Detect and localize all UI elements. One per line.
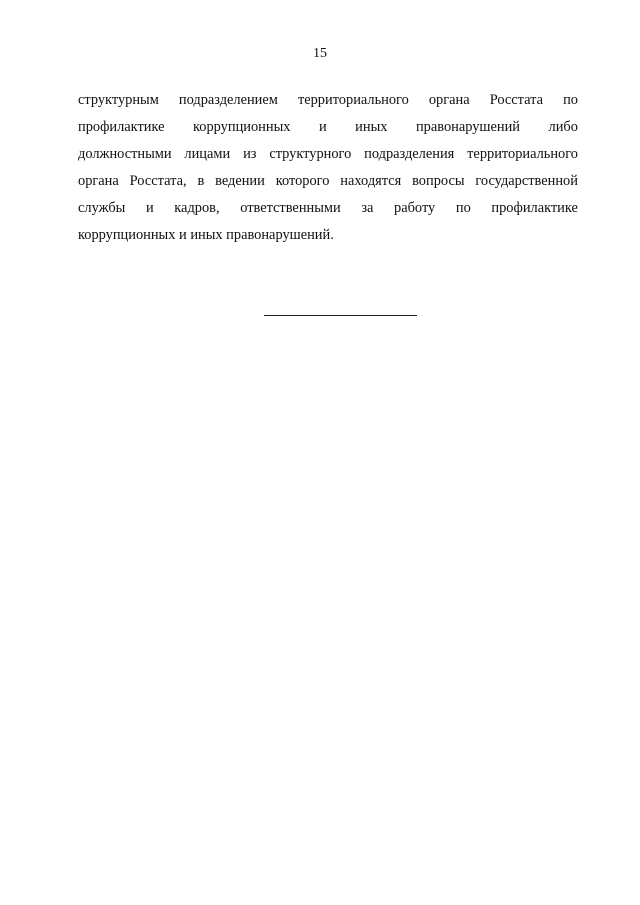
paragraph-line-2: [78, 114, 578, 141]
word: структурным: [78, 92, 159, 108]
paragraph-line-1: [78, 87, 578, 114]
word: территориального: [297, 92, 409, 108]
word: ответственными: [240, 200, 341, 216]
word: вопросы: [412, 173, 465, 189]
word: в: [197, 173, 205, 189]
word: лицами: [184, 146, 231, 162]
word: службы: [78, 200, 126, 216]
word: из: [243, 146, 257, 162]
page-number: 15: [313, 46, 327, 61]
word: Росстата: [489, 92, 544, 108]
word: по: [455, 200, 471, 216]
word: либо: [548, 119, 578, 135]
body-paragraph: [78, 87, 578, 249]
word: структурного: [269, 146, 352, 162]
word: ведении: [215, 173, 265, 189]
word: органа: [78, 173, 119, 189]
word: которого: [275, 173, 330, 189]
word: по: [563, 92, 578, 108]
word: кадров,: [174, 200, 220, 216]
word: органа: [428, 92, 470, 108]
word: подразделения: [364, 146, 455, 162]
word: коррупционных и иных правонарушений.: [78, 227, 334, 243]
word: Росстата,: [129, 173, 187, 189]
paragraph-line-3: [78, 141, 578, 168]
word: профилактике: [78, 119, 165, 135]
word: находятся: [340, 173, 402, 189]
paragraph-line-5: [78, 195, 578, 222]
word: коррупционных: [193, 119, 291, 135]
word: должностными: [78, 146, 172, 162]
word: профилактике: [491, 200, 578, 216]
word: работу: [394, 200, 436, 216]
word: правонарушений: [415, 119, 521, 135]
word: и: [318, 119, 327, 135]
word: за: [361, 200, 374, 216]
word: государственной: [475, 173, 578, 189]
paragraph-line-6: [78, 222, 578, 249]
word: подразделением: [178, 92, 278, 108]
word: и: [145, 200, 154, 216]
word: иных: [355, 119, 388, 135]
word: территориального: [467, 146, 578, 162]
paragraph-line-4: [78, 168, 578, 195]
closing-divider: [264, 315, 417, 316]
